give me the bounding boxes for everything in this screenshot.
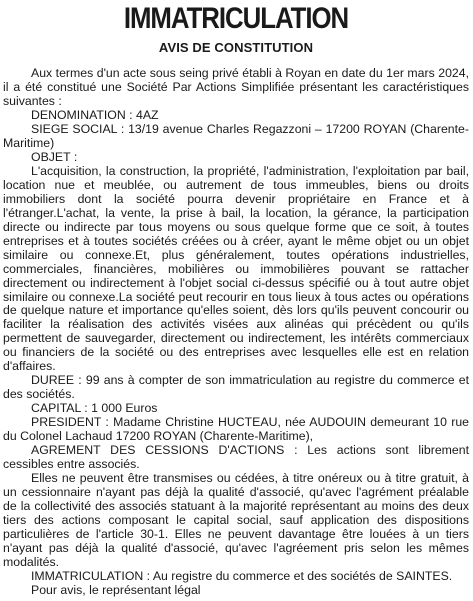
share-transfer-paragraph: Elles ne peuvent être transmises ou cédées, à titre onéreux ou à titre gratuit, à un cessionnaire n'ayant pas déjà la qualité d'associé, qu'avec l'agrément préalable de la collectivité des associés statuant à la majorité représentant au moins des deux tiers des actions composant le capital social, sauf application des dispositions particulières de l'article 30-1. Elles ne peuvent davantage être louées à un tiers n'ayant pas déjà la qualité d'associé, qu'avec l'agréement pris selon les mêmes modalités. (3, 471, 469, 569)
section-heading: IMMATRICULATION (123, 2, 349, 35)
capital-line: CAPITAL : 1 000 Euros (31, 401, 158, 416)
notice-title: AVIS DE CONSTITUTION (158, 40, 314, 55)
purpose-label: OBJET : (31, 149, 78, 164)
intro-paragraph: Aux termes d'un acte sous seing privé établi à Royan en date du 1er mars 2024, il a été constitué une Société Par Actions Simplifiée présentant les caractéristiques suivantes : (3, 66, 469, 108)
registration-line: IMMATRICULATION : Au registre du commerce et des sociétés de SAINTES. (31, 568, 453, 583)
duration-line: DUREE : 99 ans à compter de son immatriculation au registre du commerce et des sociétés. (3, 373, 469, 402)
signature-line: Pour avis, le représentant légal (31, 582, 201, 597)
notice-body (3, 67, 469, 598)
president-line: PRESIDENT : Madame Christine HUCTEAU, née AUDOUIN demeurant 10 rue du Colonel Lachaud 17200 ROYAN (Charente-Maritime), (3, 415, 469, 444)
registered-office-line: SIEGE SOCIAL : 13/19 avenue Charles Regazzoni – 17200 ROYAN (Charente-Maritime) (3, 121, 469, 150)
denomination-line: DENOMINATION : 4AZ (31, 107, 159, 122)
purpose-paragraph: L'acquisition, la construction, la propriété, l'administration, l'exploitation par bail, location nue et meublée, ou autrement de tous immeubles, biens ou droits immobiliers dont la société pourra devenir propriétaire en France et à l'étranger.L'achat, la vente, la prise à bail, la location, la gérance, la participation directe ou indirecte par tous moyens ou sous quelque forme que ce soit, à toutes entreprises et à toutes sociétés créées ou à créer, ayant le même objet ou un objet similaire ou connexe.Et, plus généralement, toutes opérations industrielles, commerciales, financières, mobilières ou immobilières pouvant se rattacher directement ou indirectement à l'objet social ci-dessus spécifié ou à tout autre objet similaire ou connexe.La société peut recourir en tous lieux à tous actes ou opérations de quelque nature et importance qu'elles soient, dès lors qu'ils peuvent concourir ou faciliter la réalisation des activités visées aux alinéas qui précèdent ou qu'ils permettent de sauvegarder, directement ou indirectement, les intérêts commerciaux ou financiers de la société ou des entreprises avec lesquelles elle est en relation d'affaires. (3, 163, 469, 374)
share-transfer-approval-line: AGREMENT DES CESSIONS D'ACTIONS : Les actions sont librement cessibles entre associés. (3, 443, 469, 472)
